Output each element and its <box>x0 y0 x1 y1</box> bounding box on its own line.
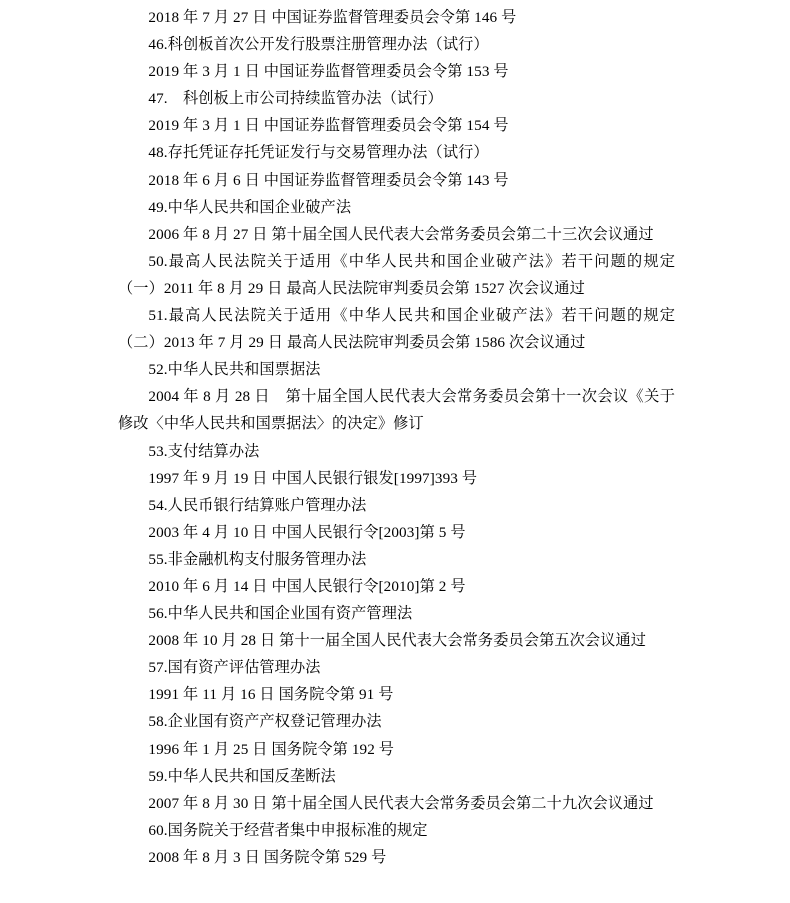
document-line: 54.人民币银行结算账户管理办法 <box>148 496 367 514</box>
document-line: 1991 年 11 月 16 日 国务院令第 91 号 <box>148 686 394 704</box>
document-line: 48.存托凭证存托凭证发行与交易管理办法（试行） <box>148 144 489 162</box>
document-line: 49.中华人民共和国企业破产法 <box>148 198 352 216</box>
document-line: 56.中华人民共和国企业国有资产管理法 <box>148 605 413 623</box>
document-line: 2004 年 8 月 28 日 第十届全国人民代表大会常务委员会第十一次会议《关于修改〈中华人民共和国票据法〉的决定》修订 <box>118 388 675 433</box>
document-line: 51.最高人民法院关于适用《中华人民共和国企业破产法》若干问题的规定（二）2013 年 7 月 29 日 最高人民法院审判委员会第 1586 次会议通过 <box>118 307 675 352</box>
document-line: 47. 科创板上市公司持续监管办法（试行） <box>148 90 443 108</box>
document-line: 57.国有资产评估管理办法 <box>148 659 321 677</box>
document-line: 2010 年 6 月 14 日 中国人民银行令[2010]第 2 号 <box>148 577 466 595</box>
document-line: 53.支付结算办法 <box>148 442 260 460</box>
document-line: 46.科创板首次公开发行股票注册管理办法（试行） <box>148 36 489 54</box>
document-line: 2018 年 6 月 6 日 中国证券监督管理委员会令第 143 号 <box>148 171 509 189</box>
document-line: 2007 年 8 月 30 日 第十届全国人民代表大会常务委员会第二十九次会议通过 <box>148 794 654 812</box>
document-line: 2019 年 3 月 1 日 中国证券监督管理委员会令第 154 号 <box>148 117 509 135</box>
document-line: 52.中华人民共和国票据法 <box>148 361 321 379</box>
document-line: 50.最高人民法院关于适用《中华人民共和国企业破产法》若干问题的规定（一）2011 年 8 月 29 日 最高人民法院审判委员会第 1527 次会议通过 <box>118 252 675 297</box>
document-line: 2018 年 7 月 27 日 中国证券监督管理委员会令第 146 号 <box>148 9 517 26</box>
document-line: 1997 年 9 月 19 日 中国人民银行银发[1997]393 号 <box>148 469 478 487</box>
document-line: 59.中华人民共和国反垄断法 <box>148 767 336 785</box>
document-line: 2003 年 4 月 10 日 中国人民银行令[2003]第 5 号 <box>148 523 466 541</box>
document-line: 2006 年 8 月 27 日 第十届全国人民代表大会常务委员会第二十三次会议通过 <box>148 225 654 243</box>
document-line: 60.国务院关于经营者集中申报标准的规定 <box>148 821 428 839</box>
document-line: 2019 年 3 月 1 日 中国证券监督管理委员会令第 153 号 <box>148 63 509 81</box>
document-line: 58.企业国有资产产权登记管理办法 <box>148 713 382 731</box>
document-line: 2008 年 10 月 28 日 第十一届全国人民代表大会常务委员会第五次会议通过 <box>148 632 647 650</box>
document-line: 55.非金融机构支付服务管理办法 <box>148 550 367 568</box>
document-line: 1996 年 1 月 25 日 国务院令第 192 号 <box>148 740 395 758</box>
document-line: 2008 年 8 月 3 日 国务院令第 529 号 <box>148 848 387 866</box>
